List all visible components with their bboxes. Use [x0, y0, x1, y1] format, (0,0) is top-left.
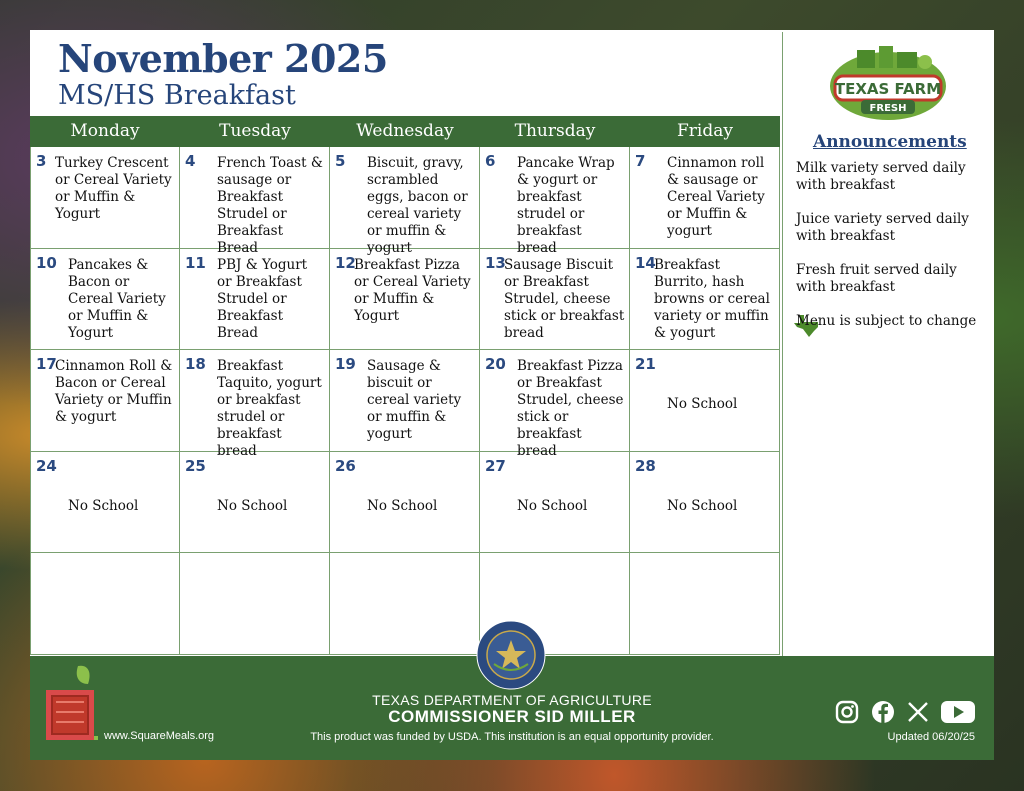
day-number: 10 [36, 253, 57, 272]
footer-bar [30, 656, 994, 760]
calendar-day-cell [630, 452, 780, 554]
calendar-day-cell [180, 452, 330, 554]
calendar-day-cell [480, 452, 630, 554]
calendar-day-cell [180, 350, 330, 459]
no-school-label: No School [367, 497, 438, 514]
calendar-day-cell [480, 249, 630, 351]
no-school-label: No School [667, 497, 738, 514]
no-school-label: No School [667, 396, 738, 412]
funding-statement: This product was funded by USDA. This institution is an equal opportunity provider. [310, 731, 714, 743]
department-name: TEXAS DEPARTMENT OF AGRICULTURE [372, 692, 652, 708]
menu-text: Cinnamon Roll & Bacon or Cereal Variety or Muffin & yogurt [55, 358, 173, 425]
day-number: 7 [635, 152, 646, 170]
social-links [835, 700, 975, 728]
day-number: 4 [185, 152, 196, 170]
website-link[interactable]: www.SquareMeals.org [104, 730, 215, 742]
svg-text:FRESH: FRESH [869, 103, 907, 114]
menu-text: Sausage Biscuit or Breakfast Strudel, cheese stick or breakfast bread [504, 256, 625, 341]
page-subtitle: MS/HS Breakfast [58, 80, 296, 111]
calendar-day-cell [30, 452, 180, 554]
announcement-item: Fresh fruit served daily with breakfast [796, 262, 957, 295]
day-number: 21 [635, 355, 656, 373]
youtube-icon[interactable] [941, 700, 975, 728]
menu-text: French Toast & sausage or Breakfast Strudel or Breakfast Bread [217, 155, 323, 256]
calendar-day-cell [630, 147, 780, 249]
announcements-panel [782, 32, 993, 656]
instagram-icon[interactable] [835, 700, 859, 728]
page-title: November 2025 [58, 36, 388, 81]
day-number: 24 [36, 456, 57, 475]
svg-text:TEXAS FARM: TEXAS FARM [834, 80, 942, 98]
day-number: 25 [185, 456, 206, 475]
day-number: 6 [485, 152, 496, 170]
announcements-list [796, 160, 986, 347]
day-number: 18 [185, 355, 206, 373]
day-number: 19 [335, 355, 356, 373]
calendar-day-cell [480, 147, 630, 256]
day-number: 20 [485, 355, 506, 373]
weekday-label: Friday [677, 121, 733, 141]
day-number: 5 [335, 152, 346, 170]
announcement-item [796, 313, 986, 330]
calendar-day-cell [30, 350, 180, 452]
day-number: 27 [485, 456, 506, 475]
announcement-item: Juice variety served daily with breakfast [796, 211, 969, 244]
empty-day-cell [630, 553, 780, 655]
calendar-grid [30, 146, 780, 655]
calendar-day-cell [330, 249, 480, 351]
calendar-day-cell [180, 249, 330, 351]
announcement-item: Milk variety served daily with breakfast [796, 160, 966, 193]
day-number: 3 [36, 152, 47, 170]
menu-text: Breakfast Taquito, yogurt or breakfast strudel or breakfast bread [217, 358, 322, 459]
updated-date: Updated 06/20/25 [887, 731, 975, 743]
menu-text: Breakfast Burrito, hash browns or cereal variety or muffin & yogurt [654, 256, 770, 341]
menu-text: Sausage & biscuit or cereal variety or muffin & yogurt [367, 358, 462, 442]
menu-text: Cinnamon roll & sausage or Cereal Variety or Muffin & yogurt [667, 155, 765, 239]
menu-text: Breakfast Pizza or Cereal Variety or Muffin & Yogurt [354, 256, 471, 324]
empty-day-cell [180, 553, 330, 655]
facebook-icon[interactable] [871, 700, 895, 728]
calendar-day-cell [330, 452, 480, 554]
calendar-day-cell [480, 350, 630, 459]
texas-farm-fresh-logo [827, 42, 949, 124]
menu-text: Biscuit, gravy, scrambled eggs, bacon or cereal variety or muffin & yogurt [367, 155, 468, 256]
menu-text: Pancake Wrap & yogurt or breakfast strudel or breakfast bread [517, 155, 615, 256]
title-block [30, 30, 780, 116]
calendar-day-cell [330, 350, 480, 452]
day-number: 13 [485, 253, 506, 272]
calendar-day-cell [30, 249, 180, 351]
day-number: 26 [335, 456, 356, 475]
day-number: 28 [635, 456, 656, 475]
empty-day-cell [330, 553, 480, 655]
weekday-label: Wednesday [356, 121, 454, 141]
menu-text: Pancakes & Bacon or Cereal Variety or Muffin & Yogurt [68, 256, 166, 341]
announcement-text: Menu is subject to change [796, 313, 977, 329]
empty-day-cell [30, 553, 180, 655]
x-icon[interactable] [907, 701, 929, 727]
day-number: 14 [635, 253, 656, 272]
tda-seal [476, 620, 546, 690]
calendar-day-cell [180, 147, 330, 256]
no-school-label: No School [68, 497, 139, 514]
menu-text: Breakfast Pizza or Breakfast Strudel, cheese stick or breakfast bread [517, 358, 624, 459]
day-number: 11 [185, 253, 206, 272]
weekday-label: Tuesday [219, 121, 291, 141]
calendar-day-cell [30, 147, 180, 249]
menu-text: Turkey Crescent or Cereal Variety or Muffin & Yogurt [55, 155, 172, 222]
commissioner-name: COMMISSIONER SID MILLER [388, 707, 636, 726]
calendar-day-cell [630, 249, 780, 351]
weekday-label: Monday [70, 121, 140, 141]
no-school-label: No School [217, 497, 288, 514]
weekday-label: Thursday [514, 121, 596, 141]
day-number: 17 [36, 355, 57, 373]
announcements-title: Announcements [813, 132, 967, 152]
weekday-header [30, 116, 780, 146]
calendar-day-cell [630, 350, 780, 452]
no-school-label: No School [517, 497, 588, 514]
day-number: 12 [335, 253, 356, 272]
calendar [30, 116, 780, 655]
menu-text: PBJ & Yogurt or Breakfast Strudel or Breakfast Bread [217, 256, 308, 341]
calendar-day-cell [330, 147, 480, 256]
